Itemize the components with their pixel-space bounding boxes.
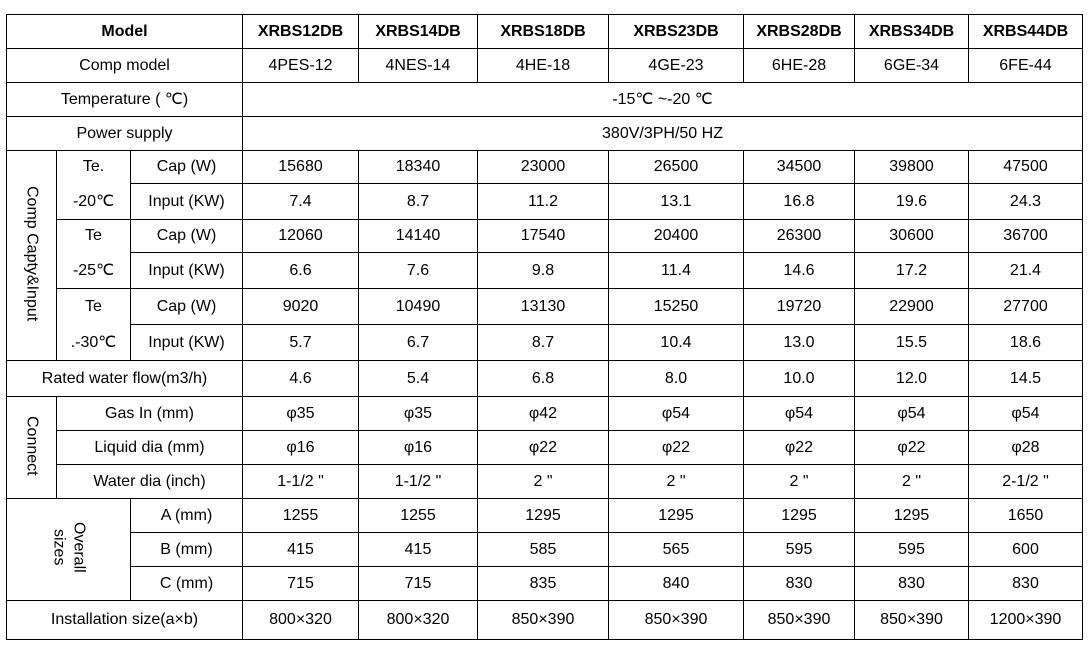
- comp-capacity-group-text: Comp Capty&Input: [23, 185, 41, 322]
- table-cell: 17.2: [855, 253, 969, 289]
- table-cell: 1650: [969, 499, 1083, 533]
- table-cell: 26300: [744, 220, 855, 253]
- table-cell: φ54: [609, 397, 744, 431]
- table-cell: φ54: [855, 397, 969, 431]
- table-cell: 595: [744, 533, 855, 567]
- size-a-row: [7, 499, 1083, 533]
- spec-table: [6, 14, 1083, 640]
- table-cell: φ22: [478, 431, 609, 465]
- table-cell: φ54: [744, 397, 855, 431]
- table-cell: 4HE-18: [478, 49, 609, 83]
- table-cell: 15680: [243, 151, 359, 184]
- size-b-label: B (mm): [131, 533, 243, 567]
- table-cell: 800×320: [243, 601, 359, 640]
- input-row: [7, 253, 1083, 289]
- table-cell: 1295: [478, 499, 609, 533]
- size-c-row: [7, 567, 1083, 601]
- table-cell: 6.6: [243, 253, 359, 289]
- table-cell: 14.5: [969, 361, 1083, 397]
- table-cell: 415: [359, 533, 478, 567]
- table-cell: 2 ": [744, 465, 855, 499]
- model-name: XRBS23DB: [609, 15, 744, 49]
- table-cell: 850×390: [609, 601, 744, 640]
- table-cell: 8.7: [359, 184, 478, 220]
- table-cell: 600: [969, 533, 1083, 567]
- connect-group-label: [7, 397, 57, 499]
- table-cell: 830: [855, 567, 969, 601]
- water-flow-row: [7, 361, 1083, 397]
- table-cell: 27700: [969, 289, 1083, 325]
- table-cell: 36700: [969, 220, 1083, 253]
- table-cell: 12.0: [855, 361, 969, 397]
- table-cell: 30600: [855, 220, 969, 253]
- table-cell: 19.6: [855, 184, 969, 220]
- table-cell: 1255: [359, 499, 478, 533]
- table-cell: 835: [478, 567, 609, 601]
- cap-row: [7, 220, 1083, 253]
- power-supply-row: [7, 117, 1083, 151]
- table-cell: 1295: [855, 499, 969, 533]
- table-cell: 8.7: [478, 325, 609, 361]
- table-cell: 9020: [243, 289, 359, 325]
- size-c-label: C (mm): [131, 567, 243, 601]
- table-cell: φ35: [359, 397, 478, 431]
- table-cell: 2-1/2 ": [969, 465, 1083, 499]
- table-cell: φ22: [609, 431, 744, 465]
- input-label: Input (KW): [131, 253, 243, 289]
- table-cell: 565: [609, 533, 744, 567]
- table-cell: 830: [744, 567, 855, 601]
- cap-label: Cap (W): [131, 151, 243, 184]
- cap-label: Cap (W): [131, 220, 243, 253]
- table-cell: 585: [478, 533, 609, 567]
- table-cell: 11.2: [478, 184, 609, 220]
- input-row: [7, 184, 1083, 220]
- cap-label: Cap (W): [131, 289, 243, 325]
- table-cell: 4GE-23: [609, 49, 744, 83]
- table-cell: 800×320: [359, 601, 478, 640]
- table-cell: 18.6: [969, 325, 1083, 361]
- table-cell: 6GE-34: [855, 49, 969, 83]
- comp-model-label: Comp model: [7, 49, 243, 83]
- table-cell: 13.1: [609, 184, 744, 220]
- water-dia-row: [7, 465, 1083, 499]
- table-cell: 715: [243, 567, 359, 601]
- table-cell: φ35: [243, 397, 359, 431]
- input-label: Input (KW): [131, 184, 243, 220]
- table-cell: 4PES-12: [243, 49, 359, 83]
- table-cell: 415: [243, 533, 359, 567]
- te-label: Te: [57, 220, 131, 253]
- table-cell: 850×390: [478, 601, 609, 640]
- table-cell: 1-1/2 ": [359, 465, 478, 499]
- table-cell: 2 ": [855, 465, 969, 499]
- table-cell: 840: [609, 567, 744, 601]
- table-cell: 6FE-44: [969, 49, 1083, 83]
- header-row: [7, 15, 1083, 49]
- table-cell: φ28: [969, 431, 1083, 465]
- table-cell: φ42: [478, 397, 609, 431]
- table-cell: 15250: [609, 289, 744, 325]
- table-cell: 17540: [478, 220, 609, 253]
- table-cell: 1295: [744, 499, 855, 533]
- table-cell: 34500: [744, 151, 855, 184]
- water-dia-label: Water dia (inch): [57, 465, 243, 499]
- te-temp: -25℃: [57, 253, 131, 289]
- model-name: XRBS12DB: [243, 15, 359, 49]
- cap-row: [7, 289, 1083, 325]
- te-temp: .-30℃: [57, 325, 131, 361]
- table-cell: 13.0: [744, 325, 855, 361]
- gas-in-label: Gas In (mm): [57, 397, 243, 431]
- overall-sizes-group-text: [49, 522, 89, 573]
- table-cell: 7.6: [359, 253, 478, 289]
- power-supply-value: 380V/3PH/50 HZ: [243, 117, 1083, 151]
- table-cell: 850×390: [855, 601, 969, 640]
- table-cell: 10490: [359, 289, 478, 325]
- table-cell: 850×390: [744, 601, 855, 640]
- size-b-row: [7, 533, 1083, 567]
- table-cell: 5.4: [359, 361, 478, 397]
- table-cell: 6.7: [359, 325, 478, 361]
- cap-row: [7, 151, 1083, 184]
- table-cell: 1255: [243, 499, 359, 533]
- input-row: [7, 325, 1083, 361]
- model-name: XRBS34DB: [855, 15, 969, 49]
- overall-sizes-line1: Overall: [70, 522, 88, 573]
- table-cell: 830: [969, 567, 1083, 601]
- comp-capacity-group-label: [7, 151, 57, 361]
- liquid-dia-row: [7, 431, 1083, 465]
- table-cell: 19720: [744, 289, 855, 325]
- table-cell: φ16: [359, 431, 478, 465]
- model-name: XRBS18DB: [478, 15, 609, 49]
- table-cell: 595: [855, 533, 969, 567]
- table-cell: φ22: [855, 431, 969, 465]
- table-cell: 14.6: [744, 253, 855, 289]
- table-cell: 24.3: [969, 184, 1083, 220]
- temperature-row: [7, 83, 1083, 117]
- model-name: XRBS28DB: [744, 15, 855, 49]
- power-supply-label: Power supply: [7, 117, 243, 151]
- table-cell: 2 ": [609, 465, 744, 499]
- model-label: Model: [7, 15, 243, 49]
- te-label: Te.: [57, 151, 131, 184]
- table-cell: 6HE-28: [744, 49, 855, 83]
- te-label: Te: [57, 289, 131, 325]
- table-cell: 11.4: [609, 253, 744, 289]
- input-label: Input (KW): [131, 325, 243, 361]
- table-cell: 1295: [609, 499, 744, 533]
- size-a-label: A (mm): [131, 499, 243, 533]
- overall-sizes-line2: sizes: [50, 529, 68, 566]
- installation-row: [7, 601, 1083, 640]
- table-cell: 1-1/2 ": [243, 465, 359, 499]
- temperature-value: -15℃ ~-20 ℃: [243, 83, 1083, 117]
- table-cell: 20400: [609, 220, 744, 253]
- table-cell: 22900: [855, 289, 969, 325]
- table-cell: 10.0: [744, 361, 855, 397]
- table-cell: 15.5: [855, 325, 969, 361]
- table-cell: 4NES-14: [359, 49, 478, 83]
- overall-sizes-group-label: [7, 499, 131, 601]
- table-cell: 10.4: [609, 325, 744, 361]
- table-cell: 4.6: [243, 361, 359, 397]
- table-cell: 13130: [478, 289, 609, 325]
- gas-in-row: [7, 397, 1083, 431]
- connect-group-text: Connect: [23, 415, 41, 476]
- table-cell: 16.8: [744, 184, 855, 220]
- table-cell: 715: [359, 567, 478, 601]
- table-cell: 18340: [359, 151, 478, 184]
- table-cell: 6.8: [478, 361, 609, 397]
- table-cell: φ54: [969, 397, 1083, 431]
- water-flow-label: Rated water flow(m3/h): [7, 361, 243, 397]
- table-cell: φ16: [243, 431, 359, 465]
- table-cell: 8.0: [609, 361, 744, 397]
- table-cell: 23000: [478, 151, 609, 184]
- model-name: XRBS44DB: [969, 15, 1083, 49]
- table-cell: 5.7: [243, 325, 359, 361]
- table-cell: 47500: [969, 151, 1083, 184]
- table-cell: 7.4: [243, 184, 359, 220]
- table-cell: 21.4: [969, 253, 1083, 289]
- comp-model-row: [7, 49, 1083, 83]
- liquid-dia-label: Liquid dia (mm): [57, 431, 243, 465]
- table-cell: 14140: [359, 220, 478, 253]
- table-cell: 9.8: [478, 253, 609, 289]
- table-cell: 1200×390: [969, 601, 1083, 640]
- model-name: XRBS14DB: [359, 15, 478, 49]
- table-cell: 2 ": [478, 465, 609, 499]
- table-cell: φ22: [744, 431, 855, 465]
- table-cell: 26500: [609, 151, 744, 184]
- te-temp: -20℃: [57, 184, 131, 220]
- table-cell: 39800: [855, 151, 969, 184]
- temperature-label: Temperature ( ℃): [7, 83, 243, 117]
- table-cell: 12060: [243, 220, 359, 253]
- installation-label: Installation size(a×b): [7, 601, 243, 640]
